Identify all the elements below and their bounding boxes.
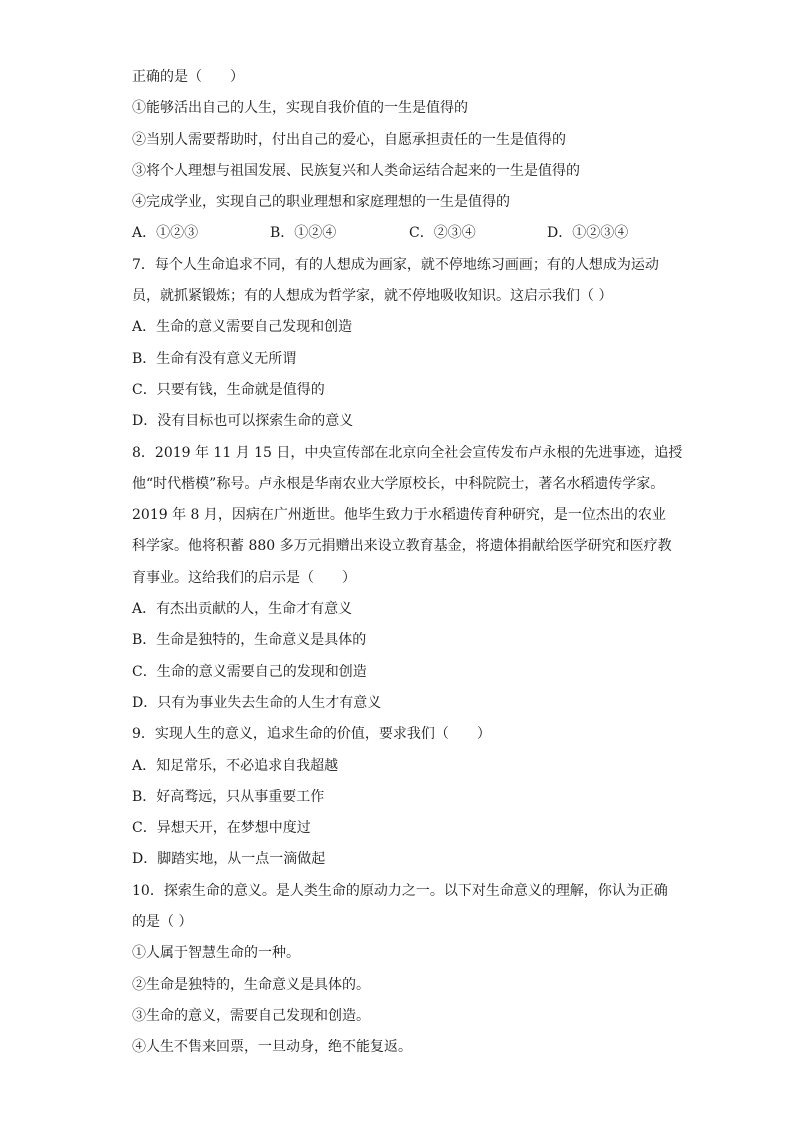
q9-option-a[interactable]: A．知足常乐，不必追求自我超越 [132, 757, 339, 774]
q9-stem-line-1: 9．实现人生的意义，追求生命的价值，要求我们（ ） [132, 726, 491, 743]
q10-statement-3: ③生命的意义，需要自己发现和创造。 [132, 1007, 370, 1024]
q9-option-d[interactable]: D．脚踏实地，从一点一滴做起 [132, 851, 326, 868]
q9-option-c[interactable]: C．异想天开，在梦想中度过 [132, 820, 311, 837]
q10-stem-line-1: 10．探索生命的意义。是人类生命的原动力之一。以下对生命意义的理解，你认为正确 [132, 882, 668, 899]
q8-stem-line-4: 科学家。他将积蓄 880 多万元捐赠出来设立教育基金，将遗体捐献给医学研究和医疗教 [132, 538, 672, 555]
q9-option-b[interactable]: B．好高骛远，只从事重要工作 [132, 788, 325, 805]
q6-option-b[interactable]: B．①②④ [270, 225, 337, 242]
q7-option-d[interactable]: D．没有目标也可以探索生命的意义 [132, 413, 354, 430]
q6-statement-2: ②当别人需要帮助时，付出自己的爱心，自愿承担责任的一生是值得的 [132, 131, 566, 148]
question-list [132, 62, 683, 1064]
q8-stem-line-1: 8．2019 年 11 月 15 日，中央宣传部在北京向全社会宣传发布卢永根的先进事迹，追授 [132, 444, 683, 461]
q10-stem-line-2: 的是（ ） [132, 914, 193, 931]
q7-option-c[interactable]: C．只要有钱，生命就是值得的 [132, 381, 325, 398]
q6-statement-3: ③将个人理想与祖国发展、民族复兴和人类命运结合起来的一生是值得的 [132, 162, 580, 179]
q8-stem-line-5: 育事业。这给我们的启示是（ ） [132, 569, 356, 586]
q8-option-d[interactable]: D．只有为事业失去生命的人生才有意义 [132, 694, 382, 711]
q7-option-b[interactable]: B．生命有没有意义无所谓 [132, 350, 297, 367]
q6-statement-1: ①能够活出自己的人生，实现自我价值的一生是值得的 [132, 100, 468, 117]
q7-option-a[interactable]: A．生命的意义需要自己发现和创造 [132, 319, 353, 336]
q6-statement-4: ④完成学业，实现自己的职业理想和家庭理想的一生是值得的 [132, 194, 510, 211]
q8-option-a[interactable]: A．有杰出贡献的人，生命才有意义 [132, 601, 353, 618]
q7-stem-line-1: 7．每个人生命追求不同，有的人想成为画家，就不停地练习画画；有的人想成为运动 [132, 256, 659, 273]
q6-option-a[interactable]: A．①②③ [132, 225, 199, 242]
q10-statement-1: ①人属于智慧生命的一种。 [132, 945, 300, 962]
q10-statement-4: ④人生不售来回票，一旦动身，绝不能复返。 [132, 1039, 412, 1056]
q6-options [132, 218, 668, 249]
q7-stem-line-2: 员，就抓紧锻炼；有的人想成为哲学家，就不停地吸收知识。这启示我们（ ） [132, 288, 613, 305]
q6-option-d[interactable]: D．①②③④ [547, 225, 629, 242]
q8-option-c[interactable]: C．生命的意义需要自己的发现和创造 [132, 663, 367, 680]
q10-statement-2: ②生命是独特的，生命意义是具体的。 [132, 976, 370, 993]
q8-stem-line-3: 2019 年 8 月，因病在广州逝世。他毕生致力于水稻遗传育种研究，是一位杰出的农业 [132, 507, 666, 524]
q6-option-c[interactable]: C．②③④ [409, 225, 476, 242]
q6-stem-tail: 正确的是（ ） [132, 69, 244, 85]
q8-option-b[interactable]: B．生命是独特的，生命意义是具体的 [132, 632, 367, 649]
q8-stem-line-2: 他“时代楷模”称号。卢永根是华南农业大学原校长，中科院院士，著名水稻遗传学家。 [132, 475, 665, 492]
